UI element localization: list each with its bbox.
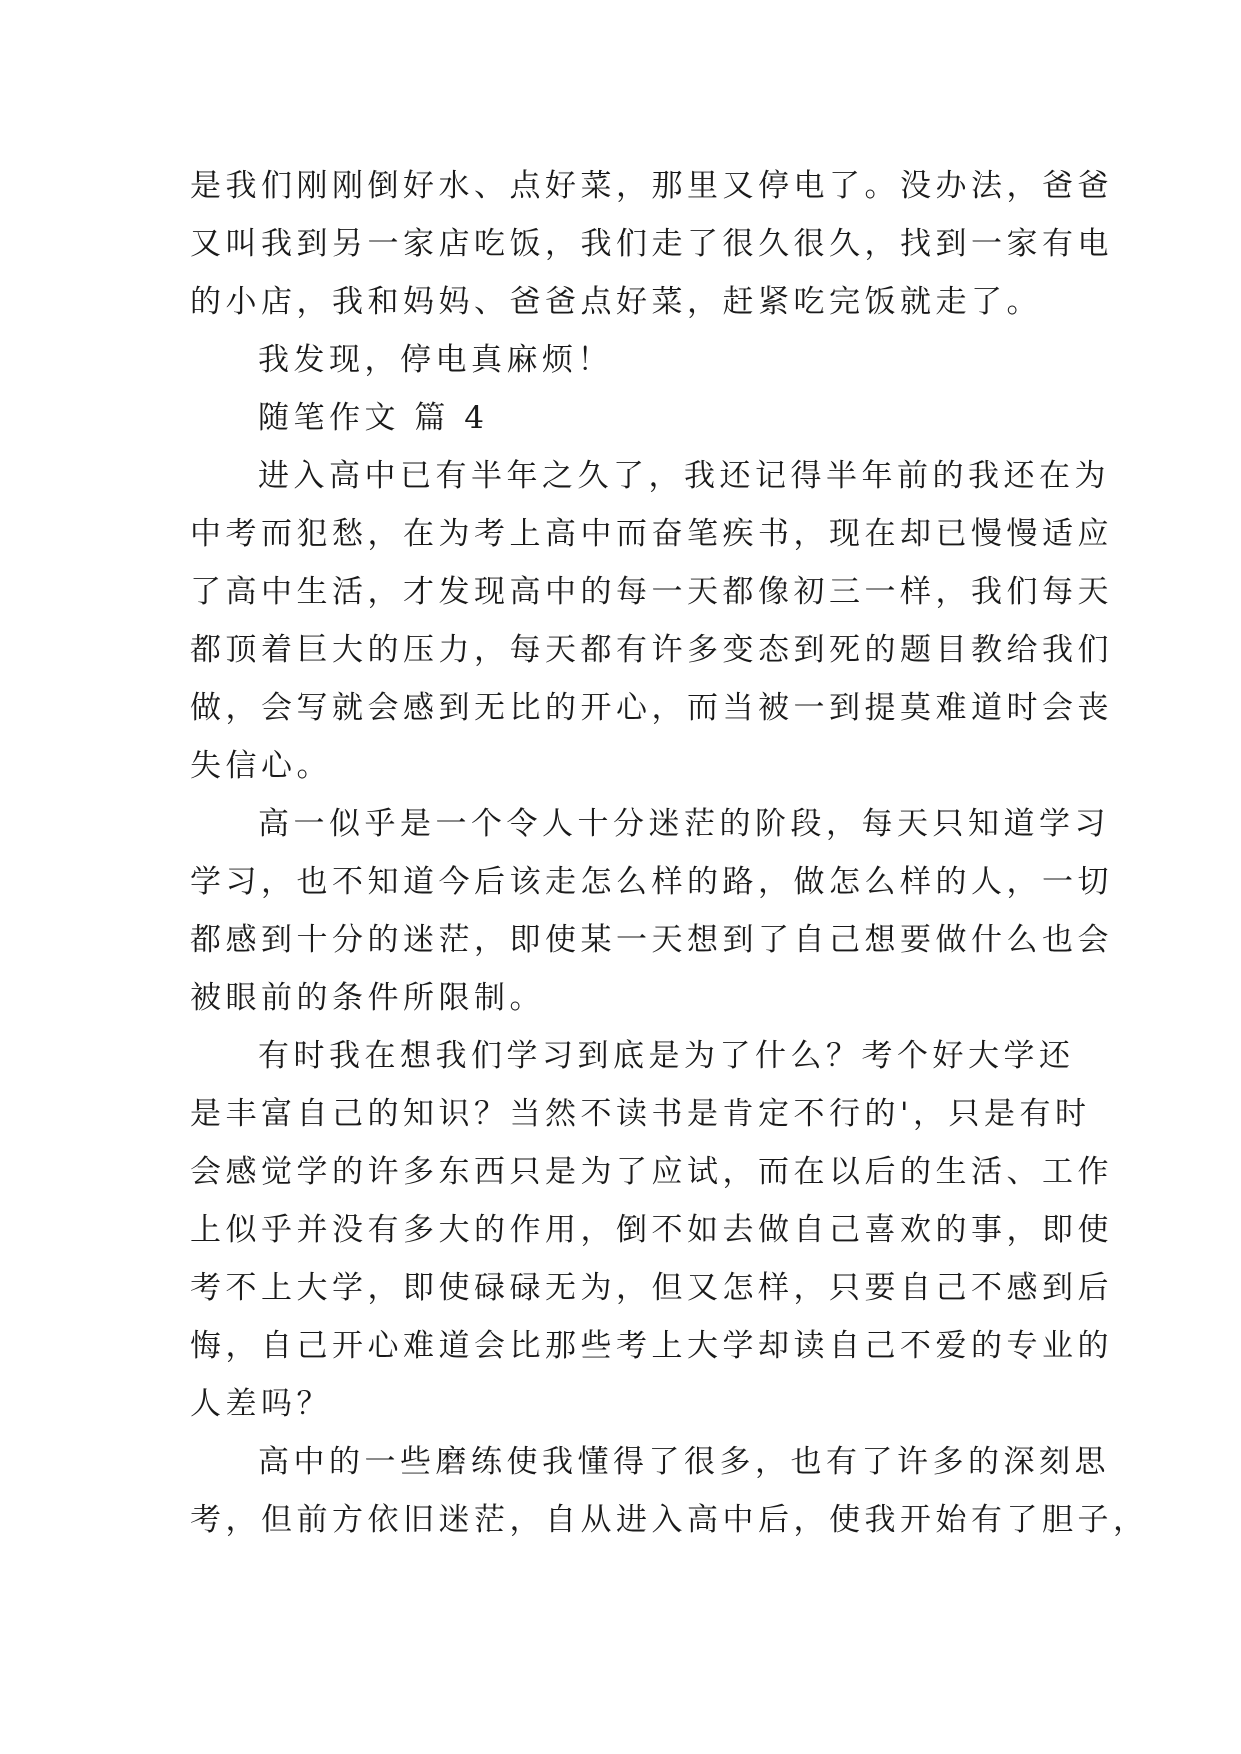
text-line: 考不上大学，即使碌碌无为，但又怎样，只要自己不感到后 [190,1270,1113,1306]
text-line: 悔，自己开心难道会比那些考上大学却读自己不爱的专业的 [190,1328,1113,1364]
text-line: 是我们刚刚倒好水、点好菜，那里又停电了。没办法，爸爸 [190,168,1113,204]
text-line: 都顶着巨大的压力，每天都有许多变态到死的题目教给我们 [190,632,1113,668]
text-line: 高一似乎是一个令人十分迷茫的阶段，每天只知道学习 [258,806,1110,842]
text-line: 都感到十分的迷茫，即使某一天想到了自己想要做什么也会 [190,922,1113,958]
paragraph [190,795,1113,1027]
text-line: 做，会写就会感到无比的开心，而当被一到提莫难道时会丧 [190,690,1113,726]
paragraph [190,331,1060,389]
text-line: 的小店，我和妈妈、爸爸点好菜，赶紧吃完饭就走了。 [190,284,1042,320]
text-line: 又叫我到另一家店吃饭，我们走了很久很久，找到一家有电 [190,226,1113,262]
text-line: 被眼前的条件所限制。 [190,980,545,1016]
section-heading [190,389,1060,447]
text-line: 中考而犯愁，在为考上高中而奋笔疾书，现在却已慢慢适应 [190,516,1113,552]
text-line: 上似乎并没有多大的作用，倒不如去做自己喜欢的事，即使 [190,1212,1113,1248]
document-body [190,157,1149,1549]
text-line: 人差吗？ [190,1386,332,1422]
text-line: 了高中生活，才发现高中的每一天都像初三一样，我们每天 [190,574,1113,610]
text-line: 学习，也不知道今后该走怎么样的路，做怎么样的人，一切 [190,864,1113,900]
paragraph [190,447,1113,795]
text-line: 有时我在想我们学习到底是为了什么？考个好大学还 [258,1038,1075,1074]
text-line: 考，但前方依旧迷茫，自从进入高中后，使我开始有了胆子， [190,1502,1149,1538]
text-line: 我发现，停电真麻烦！ [258,342,613,378]
paragraph [190,157,1113,331]
text-line: 会感觉学的许多东西只是为了应试，而在以后的生活、工作 [190,1154,1113,1190]
text-line: 失信心。 [190,748,332,784]
text-line: 是丰富自己的知识？当然不读书是肯定不行的'，只是有时 [190,1096,1091,1132]
heading-line: 随笔作文 篇 4 [258,400,489,436]
paragraph [190,1433,1149,1549]
paragraph [190,1027,1113,1433]
text-line: 进入高中已有半年之久了，我还记得半年前的我还在为 [258,458,1110,494]
text-line: 高中的一些磨练使我懂得了很多，也有了许多的深刻思 [258,1444,1110,1480]
